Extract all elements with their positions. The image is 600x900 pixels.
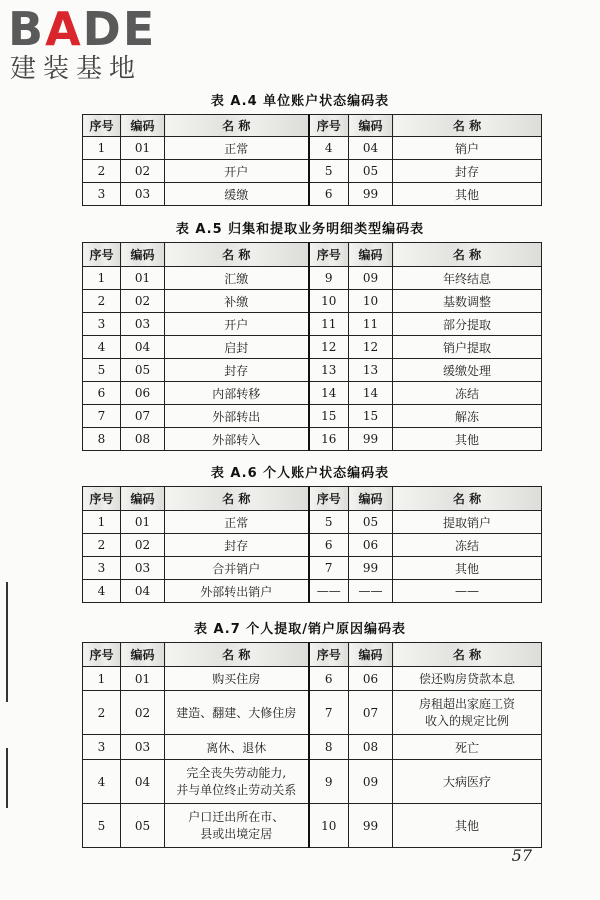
table-cell: 封存 <box>165 534 309 557</box>
table-cell: 4 <box>83 580 121 603</box>
table-cell: 7 <box>309 557 349 580</box>
table-cell: 02 <box>121 691 165 735</box>
table-cell: 8 <box>309 735 349 760</box>
table-row <box>83 137 542 160</box>
table-cell: 13 <box>349 359 393 382</box>
table-cell: 基数调整 <box>393 290 542 313</box>
table-cell: 内部转移 <box>165 382 309 405</box>
table-cell: 14 <box>349 382 393 405</box>
table-cell: 完全丧失劳动能力, 并与单位终止劳动关系 <box>165 760 309 804</box>
column-header-code: 编码 <box>349 487 393 511</box>
table-row <box>83 267 542 290</box>
table-cell: 开户 <box>165 160 309 183</box>
table-cell: 外部转入 <box>165 428 309 451</box>
table-row <box>83 667 542 691</box>
table-cell: 封存 <box>393 160 542 183</box>
scan-edge-line <box>6 748 8 808</box>
table-cell: 01 <box>121 267 165 290</box>
scan-edge-line <box>6 582 8 702</box>
table-cell: 5 <box>83 804 121 848</box>
table-cell: 07 <box>121 405 165 428</box>
table-cell: 离休、退休 <box>165 735 309 760</box>
table-cell: 15 <box>349 405 393 428</box>
table-cell: 年终结息 <box>393 267 542 290</box>
code-table <box>82 242 542 451</box>
table-cell: 05 <box>349 511 393 534</box>
table-cell: 9 <box>309 760 349 804</box>
table-cell: 03 <box>121 313 165 336</box>
table-caption: 表 A.7 个人提取/销户原因编码表 <box>193 622 407 637</box>
table-cell: 缓缴 <box>165 183 309 206</box>
code-table <box>82 486 542 603</box>
table-cell: 04 <box>121 580 165 603</box>
page-number: 57 <box>511 846 532 865</box>
column-header-code: 编码 <box>121 115 165 137</box>
table-cell: 06 <box>349 667 393 691</box>
table-cell: 03 <box>121 183 165 206</box>
table-row <box>83 382 542 405</box>
table-row <box>83 336 542 359</box>
table-cell: 冻结 <box>393 382 542 405</box>
table-cell: 1 <box>83 137 121 160</box>
column-header-code: 编码 <box>349 115 393 137</box>
table-cell: 3 <box>83 735 121 760</box>
table-caption: 表 A.6 个人账户状态编码表 <box>210 466 390 481</box>
table-cell: 提取销户 <box>393 511 542 534</box>
table-cell: 10 <box>309 290 349 313</box>
table-cell: 销户提取 <box>393 336 542 359</box>
table-row <box>83 290 542 313</box>
table-cell: 06 <box>121 382 165 405</box>
column-header-seq: 序号 <box>309 643 349 667</box>
table-cell: 99 <box>349 183 393 206</box>
table-cell: 1 <box>83 667 121 691</box>
column-header-seq: 序号 <box>83 115 121 137</box>
table-cell: 07 <box>349 691 393 735</box>
table-cell: 合并销户 <box>165 557 309 580</box>
table-row <box>83 691 542 735</box>
table-cell: 6 <box>83 382 121 405</box>
brand-wordmark: BADE <box>8 2 157 56</box>
table-cell: 偿还购房贷款本息 <box>393 667 542 691</box>
column-header-seq: 序号 <box>83 243 121 267</box>
table-cell: 99 <box>349 428 393 451</box>
table-cell: 大病医疗 <box>393 760 542 804</box>
table-cell: 09 <box>349 267 393 290</box>
table-cell: 汇缴 <box>165 267 309 290</box>
table-cell: 11 <box>309 313 349 336</box>
table-cell: 5 <box>83 359 121 382</box>
table-cell: 其他 <box>393 428 542 451</box>
table-row <box>83 557 542 580</box>
table-cell: 05 <box>121 359 165 382</box>
table-cell: 10 <box>309 804 349 848</box>
table-cell: 02 <box>121 534 165 557</box>
table-cell: 7 <box>309 691 349 735</box>
table-cell: 08 <box>121 428 165 451</box>
table-cell: 04 <box>349 137 393 160</box>
table-cell: 6 <box>309 667 349 691</box>
table-cell: 8 <box>83 428 121 451</box>
brand-logo <box>8 4 178 84</box>
table-caption: 表 A.5 归集和提取业务明细类型编码表 <box>175 222 425 237</box>
table-cell: 03 <box>121 735 165 760</box>
column-header-seq: 序号 <box>309 243 349 267</box>
column-header-code: 编码 <box>121 243 165 267</box>
table-cell: 02 <box>121 290 165 313</box>
table-cell: 其他 <box>393 804 542 848</box>
column-header-name: 名 称 <box>393 643 542 667</box>
table-cell: 5 <box>309 160 349 183</box>
table-cell: 08 <box>349 735 393 760</box>
table-cell: 2 <box>83 534 121 557</box>
code-table <box>82 114 542 206</box>
table-cell: 04 <box>121 336 165 359</box>
column-header-name: 名 称 <box>165 115 309 137</box>
brand-subtitle: 建装基地 <box>10 54 143 84</box>
table-cell: 09 <box>349 760 393 804</box>
table-cell: 死亡 <box>393 735 542 760</box>
column-header-name: 名 称 <box>393 243 542 267</box>
column-header-code: 编码 <box>349 643 393 667</box>
table-cell: 99 <box>349 557 393 580</box>
table-cell: 外部转出 <box>165 405 309 428</box>
table-cell: 05 <box>121 804 165 848</box>
table-row <box>83 735 542 760</box>
column-header-name: 名 称 <box>393 115 542 137</box>
table-cell: 4 <box>83 760 121 804</box>
table-cell: 6 <box>309 183 349 206</box>
column-header-seq: 序号 <box>83 487 121 511</box>
table-cell: 开户 <box>165 313 309 336</box>
table-cell: 13 <box>309 359 349 382</box>
table-row <box>83 405 542 428</box>
table-cell: —— <box>309 580 349 603</box>
table-cell: 6 <box>309 534 349 557</box>
table-cell: 01 <box>121 511 165 534</box>
table-cell: 外部转出销户 <box>165 580 309 603</box>
column-header-seq: 序号 <box>309 115 349 137</box>
table-cell: 部分提取 <box>393 313 542 336</box>
table-row <box>83 428 542 451</box>
table-cell: 99 <box>349 804 393 848</box>
table-cell: 01 <box>121 137 165 160</box>
table-cell: 3 <box>83 183 121 206</box>
table-cell: 启封 <box>165 336 309 359</box>
table-cell: 2 <box>83 160 121 183</box>
table-cell: 03 <box>121 557 165 580</box>
table-cell: —— <box>349 580 393 603</box>
table-cell: 建造、翻建、大修住房 <box>165 691 309 735</box>
table-cell: 正常 <box>165 137 309 160</box>
table-cell: 9 <box>309 267 349 290</box>
table-caption: 表 A.4 单位账户状态编码表 <box>210 94 390 109</box>
table-row <box>83 313 542 336</box>
table-cell: 12 <box>349 336 393 359</box>
table-cell: —— <box>393 580 542 603</box>
table-cell: 2 <box>83 691 121 735</box>
table-cell: 缓缴处理 <box>393 359 542 382</box>
table-cell: 冻结 <box>393 534 542 557</box>
table-cell: 正常 <box>165 511 309 534</box>
table-cell: 2 <box>83 290 121 313</box>
column-header-code: 编码 <box>349 243 393 267</box>
column-header-name: 名 称 <box>165 487 309 511</box>
column-header-name: 名 称 <box>393 487 542 511</box>
table-cell: 4 <box>309 137 349 160</box>
table-cell: 01 <box>121 667 165 691</box>
table-row <box>83 760 542 804</box>
table-row <box>83 580 542 603</box>
table-cell: 购买住房 <box>165 667 309 691</box>
column-header-name: 名 称 <box>165 243 309 267</box>
table-row <box>83 359 542 382</box>
table-row <box>83 534 542 557</box>
table-cell: 05 <box>349 160 393 183</box>
column-header-code: 编码 <box>121 487 165 511</box>
column-header-seq: 序号 <box>309 487 349 511</box>
table-cell: 房租超出家庭工资 收入的规定比例 <box>393 691 542 735</box>
table-cell: 解冻 <box>393 405 542 428</box>
table-cell: 4 <box>83 336 121 359</box>
table-cell: 1 <box>83 511 121 534</box>
table-cell: 销户 <box>393 137 542 160</box>
table-row <box>83 511 542 534</box>
table-cell: 其他 <box>393 183 542 206</box>
table-cell: 12 <box>309 336 349 359</box>
table-cell: 1 <box>83 267 121 290</box>
table-cell: 5 <box>309 511 349 534</box>
table-row <box>83 804 542 848</box>
table-cell: 3 <box>83 557 121 580</box>
table-cell: 02 <box>121 160 165 183</box>
column-header-seq: 序号 <box>83 643 121 667</box>
table-cell: 11 <box>349 313 393 336</box>
table-cell: 14 <box>309 382 349 405</box>
table-cell: 户口迁出所在市、 县或出境定居 <box>165 804 309 848</box>
table-cell: 封存 <box>165 359 309 382</box>
table-cell: 06 <box>349 534 393 557</box>
column-header-code: 编码 <box>121 643 165 667</box>
table-cell: 04 <box>121 760 165 804</box>
table-row <box>83 160 542 183</box>
table-cell: 3 <box>83 313 121 336</box>
table-cell: 10 <box>349 290 393 313</box>
code-table <box>82 642 542 848</box>
table-cell: 16 <box>309 428 349 451</box>
column-header-name: 名 称 <box>165 643 309 667</box>
table-row <box>83 183 542 206</box>
table-cell: 其他 <box>393 557 542 580</box>
table-cell: 补缴 <box>165 290 309 313</box>
table-cell: 7 <box>83 405 121 428</box>
table-cell: 15 <box>309 405 349 428</box>
